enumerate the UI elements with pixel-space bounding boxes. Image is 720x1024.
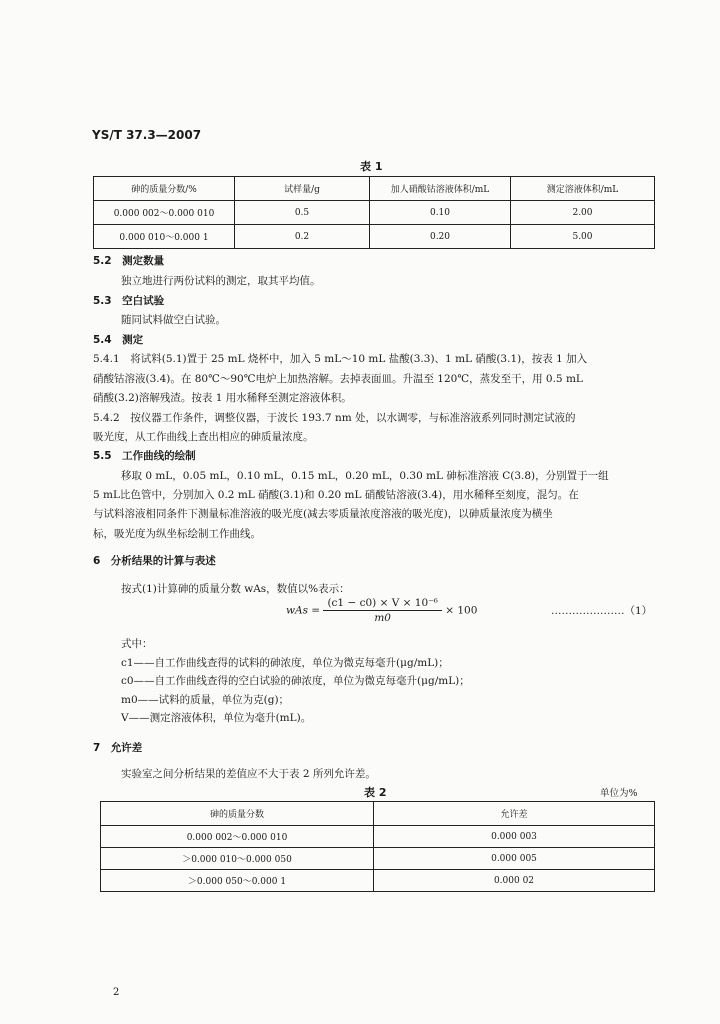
table-cell: ＞0.000 010～0.000 050 — [101, 848, 374, 870]
table1-caption: 表 1 — [360, 160, 383, 173]
paragraph-line: 移取 0 mL，0.05 mL，0.10 mL，0.15 mL，0.20 mL，0.30 mL 砷标准溶液 C(3.8)，分别置于一组 — [121, 470, 609, 482]
paragraph-line: 硝酸(3.2)溶解残渣。按表 1 用水稀释至测定溶液体积。 — [93, 392, 352, 404]
variable-definition: c0——自工作曲线查得的空白试验的砷浓度，单位为微克每毫升(μg/mL)； — [121, 675, 470, 687]
paragraph-line: 5.4.2 按仪器工作条件，调整仪器，于波长 193.7 nm 处，以水调零，与标准溶液系列同时测定试液的 — [93, 412, 576, 424]
variable-definition: c1——自工作曲线查得的试料的砷浓度，单位为微克每毫升(μg/mL)； — [121, 657, 449, 669]
table-cell: 5.00 — [511, 225, 655, 249]
section-5-4-heading: 5.4 测定 — [93, 334, 144, 346]
table-row — [94, 225, 655, 249]
table1-header: 试样量/g — [235, 177, 370, 201]
section-7-heading: 7 允许差 — [93, 742, 143, 754]
table-cell: 0.2 — [235, 225, 370, 249]
formula-1 — [286, 597, 477, 624]
table-cell: 0.000 010～0.000 1 — [94, 225, 235, 249]
table-row — [101, 826, 655, 848]
section-5-5-heading: 5.5 工作曲线的绘制 — [93, 450, 196, 462]
paragraph-line: 吸光度，从工作曲线上查出相应的砷质量浓度。 — [93, 431, 314, 443]
formula-numerator: (c1 − c0) × V × 10⁻⁶ — [323, 597, 441, 611]
equation-number: …………………（1） — [551, 605, 653, 617]
table-cell: 2.00 — [511, 201, 655, 225]
section-5-2-heading: 5.2 测定数量 — [93, 255, 165, 267]
section-5-2-text: 独立地进行两份试料的测定，取其平均值。 — [121, 275, 321, 287]
where-label: 式中： — [121, 638, 153, 650]
table-cell: 0.000 002～0.000 010 — [101, 826, 374, 848]
section-5-3-text: 随同试料做空白试验。 — [121, 314, 226, 326]
section-6-heading: 6 分析结果的计算与表述 — [93, 555, 216, 567]
section-5-3-heading: 5.3 空白试验 — [93, 295, 165, 307]
table-cell: 0.000 002～0.000 010 — [94, 201, 235, 225]
standard-code: YS/T 37.3—2007 — [92, 128, 202, 142]
paragraph-line: 标，吸光度为纵坐标绘制工作曲线。 — [93, 528, 261, 540]
formula-tail: × 100 — [445, 604, 478, 617]
table-row — [101, 870, 655, 892]
table-cell: 0.5 — [235, 201, 370, 225]
section-7-text: 实验室之间分析结果的差值应不大于表 2 所列允许差。 — [121, 768, 376, 780]
table-cell: 0.20 — [370, 225, 511, 249]
variable-definition: m0——试料的质量，单位为克(g)； — [121, 694, 290, 706]
formula-lhs: wAs = — [286, 604, 321, 617]
table1-header: 加人硝酸钴溶液体积/mL — [370, 177, 511, 201]
table-cell: ＞0.000 050～0.000 1 — [101, 870, 374, 892]
table-row — [101, 848, 655, 870]
table2-unit: 单位为% — [600, 788, 638, 799]
page-number: 2 — [113, 987, 120, 998]
table2-header: 允许差 — [374, 802, 655, 826]
table2-header: 砷的质量分数 — [101, 802, 374, 826]
formula-fraction — [323, 597, 441, 624]
table2 — [100, 801, 655, 892]
table-cell: 0.000 02 — [374, 870, 655, 892]
formula-denominator: m0 — [374, 612, 391, 624]
table1 — [93, 176, 655, 249]
paragraph-line: 硝酸钴溶液(3.4)。在 80℃～90℃电炉上加热溶解。去掉表面皿。升温至 120℃，蒸发至干，用 0.5 mL — [93, 373, 583, 385]
table-row — [94, 201, 655, 225]
table-cell: 0.000 003 — [374, 826, 655, 848]
paragraph-line: 5.4.1 将试料(5.1)置于 25 mL 烧杯中，加入 5 mL～10 mL 盐酸(3.3)、1 mL 硝酸(3.1)，按表 1 加入 — [93, 353, 588, 365]
paragraph-line: 5 mL比色管中，分别加入 0.2 mL 硝酸(3.1)和 0.20 mL 硝酸钴溶液(3.4)，用水稀释至刻度，混匀。在 — [93, 489, 579, 501]
table2-caption: 表 2 — [364, 786, 387, 799]
paragraph-line: 与试料溶液相同条件下测量标准溶液的吸光度(减去零质量浓度溶液的吸光度)，以砷质量浓度为横坐 — [93, 508, 553, 520]
table-cell: 0.10 — [370, 201, 511, 225]
section-6-intro: 按式(1)计算砷的质量分数 wAs，数值以%表示： — [121, 583, 350, 595]
table1-header: 砷的质量分数/% — [94, 177, 235, 201]
variable-definition: V——测定溶液体积，单位为毫升(mL)。 — [121, 712, 312, 724]
table-cell: 0.000 005 — [374, 848, 655, 870]
table1-header: 测定溶液体积/mL — [511, 177, 655, 201]
